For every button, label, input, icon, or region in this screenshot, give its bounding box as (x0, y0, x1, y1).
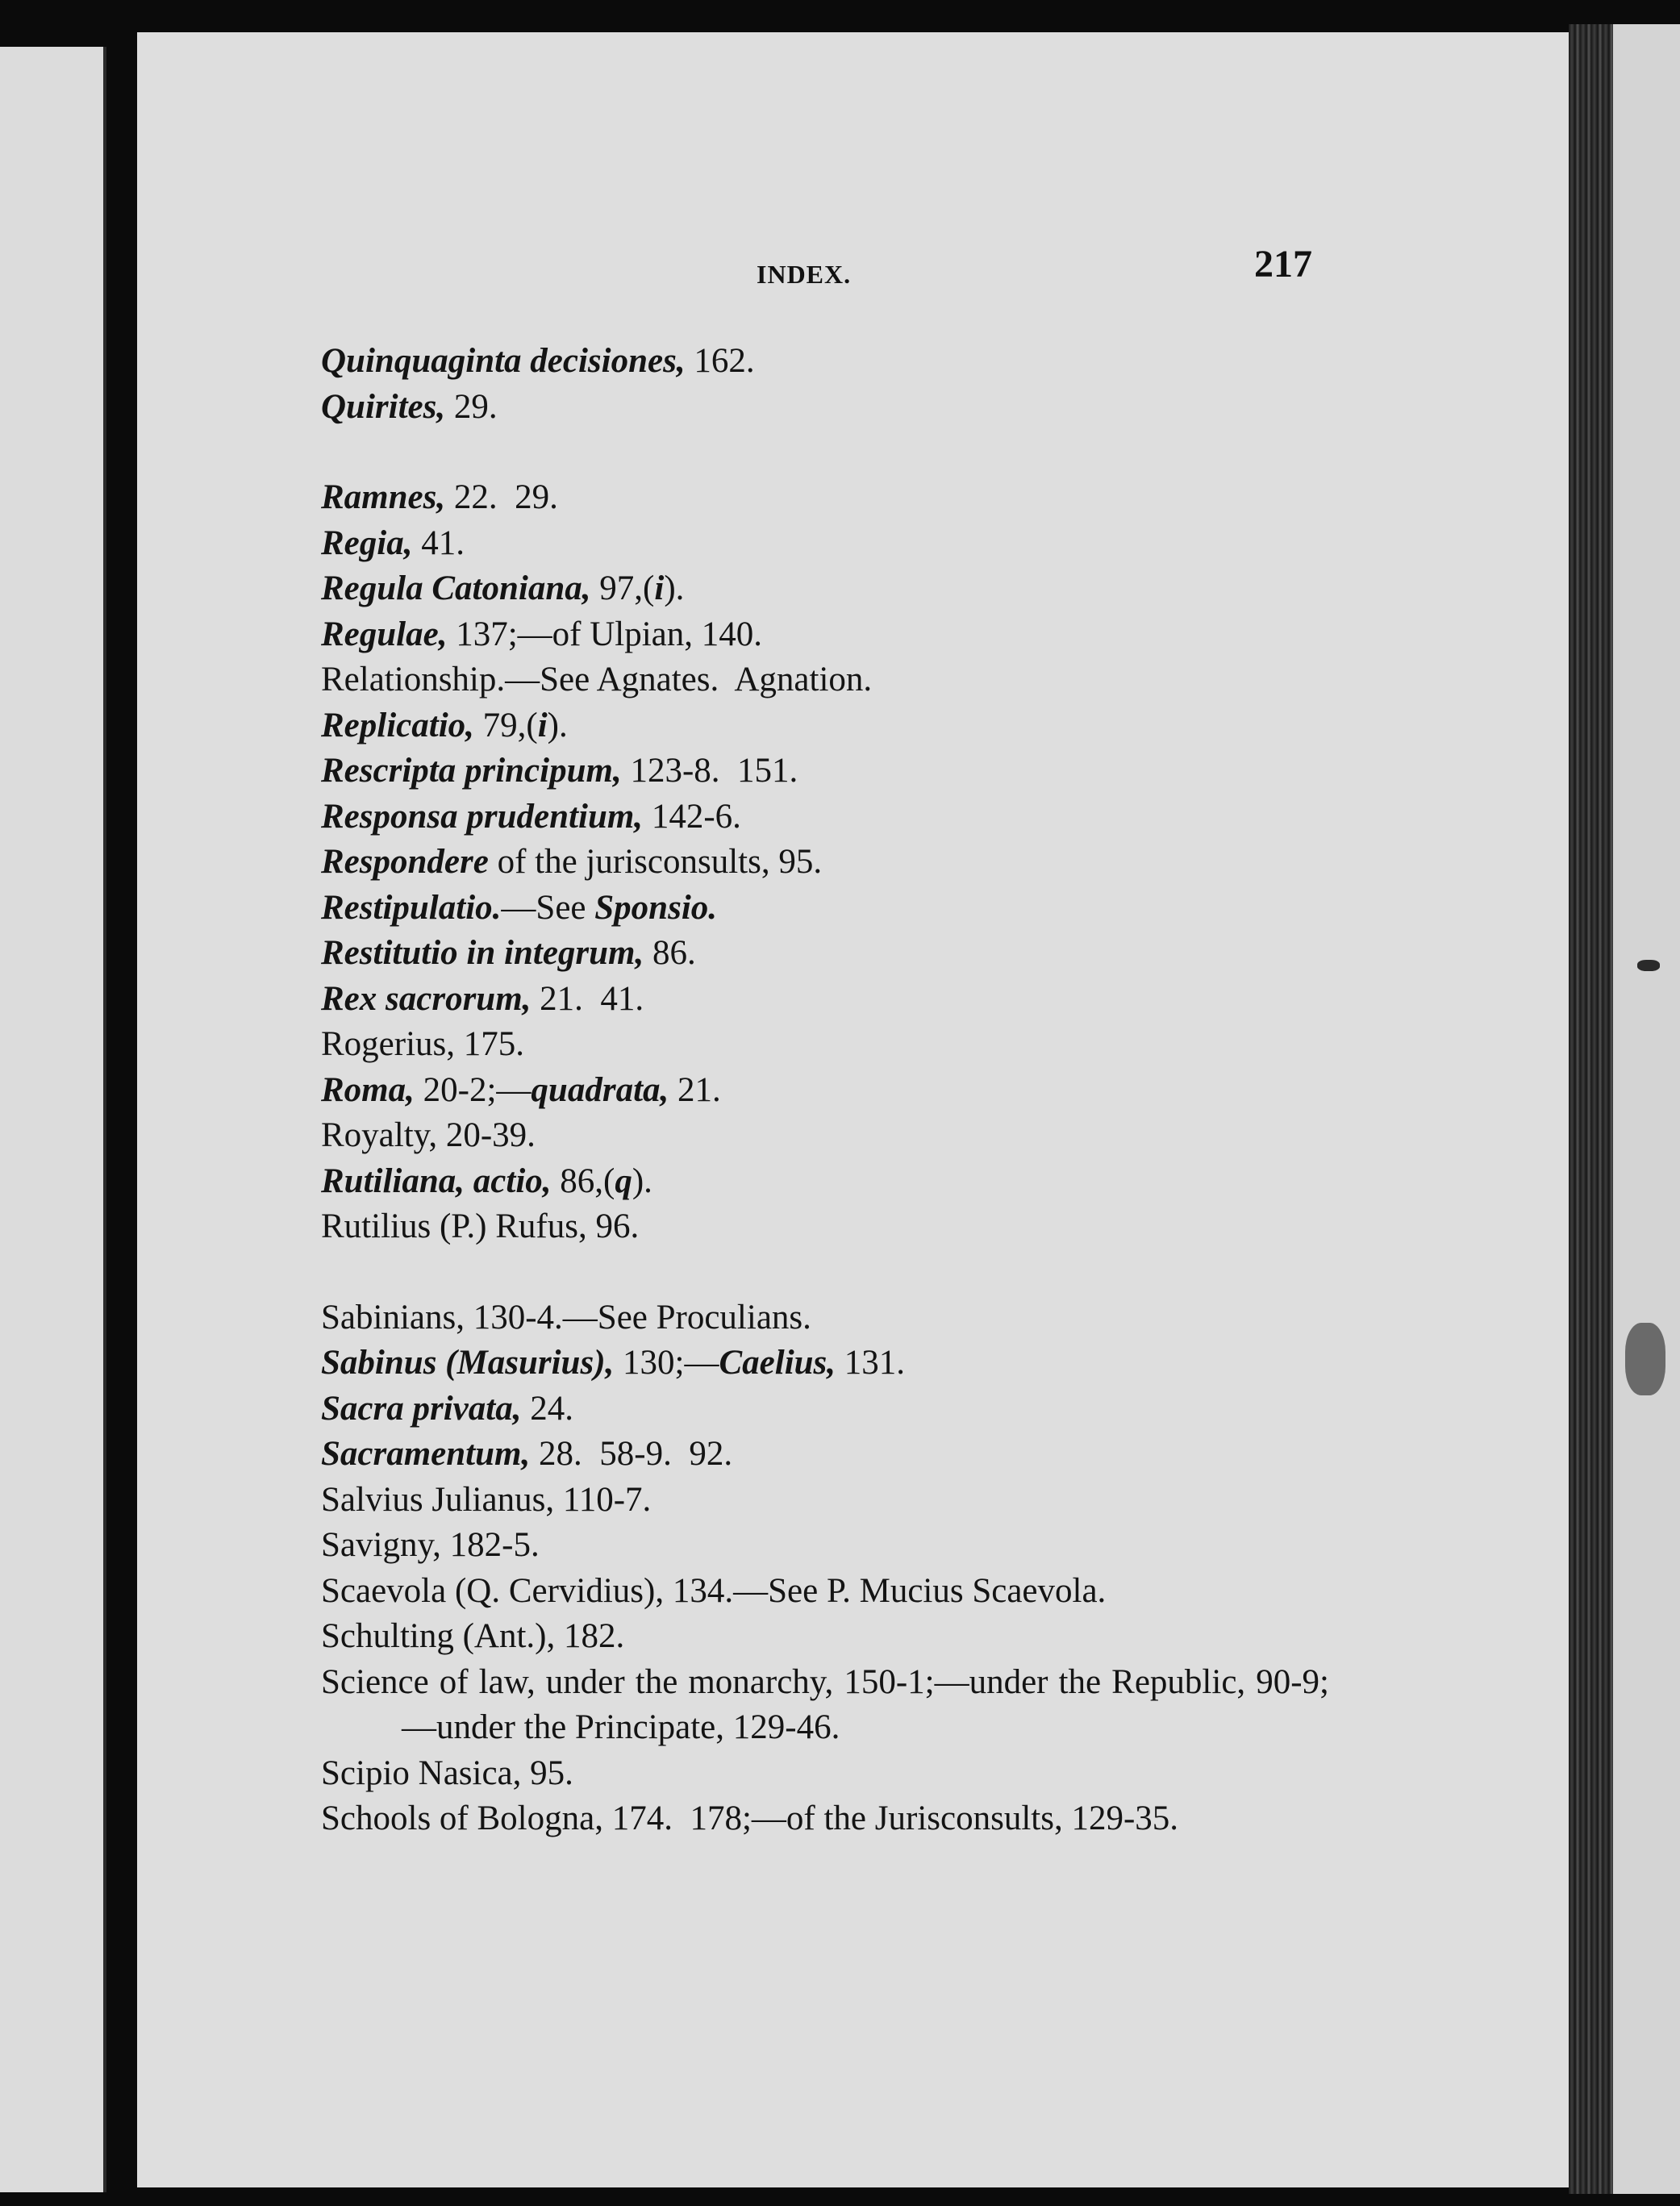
index-term-italic: Regula Catoniana, (321, 569, 591, 607)
index-text: 131. (836, 1344, 906, 1382)
index-entry (321, 1387, 1329, 1432)
index-entry (321, 977, 1329, 1023)
index-entry (321, 1796, 1329, 1842)
running-head: INDEX. (757, 260, 852, 289)
index-term-italic: Responsa prudentium, (321, 797, 644, 836)
scan-blemish (1637, 960, 1660, 971)
index-entry (321, 1660, 1329, 1751)
index-entry (321, 339, 1329, 385)
index-term-italic: quadrata, (531, 1070, 669, 1109)
page-number: 217 (1254, 243, 1312, 286)
index-term-italic: Sabinus (Masurius), (321, 1344, 615, 1382)
index-text: 20-2;— (414, 1070, 532, 1109)
index-entry (321, 1751, 1329, 1797)
index-term-italic: Restitutio in integrum, (321, 934, 644, 972)
index-text: Relationship.—See Agnates. Agnation. (321, 661, 873, 698)
index-text: Royalty, 20-39. (321, 1116, 536, 1154)
index-text: 97,( (590, 569, 655, 607)
index-text: 28. 58-9. 92. (530, 1435, 733, 1473)
index-text: Schulting (Ant.), 182. (321, 1617, 625, 1655)
index-text: 22. 29. (445, 478, 558, 516)
index-text: Rutilius (P.) Rufus, 96. (321, 1207, 640, 1245)
index-entry (321, 840, 1329, 886)
index-term-italic: Rex sacrorum, (321, 979, 532, 1018)
index-entry (321, 1341, 1329, 1387)
index-text: Sabinians, 130-4.—See Proculians. (321, 1298, 811, 1337)
index-entry (321, 1523, 1329, 1569)
index-term-italic: Roma, (321, 1070, 415, 1109)
index-text: Scaevola (Q. Cervidius), 134.—See P. Mucius Scaevola. (321, 1571, 1107, 1610)
index-text: Scipio Nasica, 95. (321, 1754, 573, 1792)
index-entry (321, 1478, 1329, 1524)
previous-page-edge (0, 47, 106, 2192)
index-text: 79,( (473, 706, 538, 744)
index-term-italic: Rescripta principum, (321, 752, 622, 790)
scan-blemish (1625, 1323, 1665, 1395)
index-text: 21. 41. (531, 979, 644, 1018)
index-entry (321, 612, 1329, 658)
index-term-italic: Sacramentum, (321, 1435, 531, 1473)
index-entry (321, 1432, 1329, 1478)
index-entry (321, 566, 1329, 612)
index-text: 29. (445, 387, 498, 426)
index-text: 41. (412, 523, 465, 562)
index-text: ). (547, 706, 568, 744)
index-entry (321, 1022, 1329, 1068)
index-text: 21. (669, 1070, 721, 1109)
index-text: Rogerius, 175. (321, 1025, 525, 1063)
index-term-italic: Sponsio. (594, 888, 718, 927)
index-term-italic: q (615, 1161, 632, 1200)
index-term-italic: Replicatio, (321, 706, 474, 744)
index-entry (321, 1614, 1329, 1660)
index-entry (321, 1068, 1329, 1114)
index-entry (321, 1204, 1329, 1250)
next-page-edge (1613, 24, 1680, 2194)
index-text: —See (501, 888, 595, 927)
index-text: of the jurisconsults, 95. (488, 843, 823, 881)
index-term-italic: i (654, 569, 665, 607)
index-entry (321, 794, 1329, 840)
index-text: ). (664, 569, 685, 607)
index-entry (321, 521, 1329, 567)
index-entry (321, 657, 1329, 703)
index-term-italic: Ramnes, (321, 478, 446, 516)
index-term-italic: Rutiliana, actio, (321, 1161, 552, 1200)
index-text: 86. (644, 934, 696, 972)
index-text: Savigny, 182-5. (321, 1526, 540, 1564)
index-term-italic: Regulae, (321, 615, 448, 653)
index-term-italic: Regia, (321, 523, 413, 562)
index-text: Schools of Bologna, 174. 178;—of the Jurisconsults, 129-35. (321, 1799, 1179, 1837)
index-text: 123-8. 151. (621, 752, 798, 790)
index-term-italic: Restipulatio. (321, 888, 502, 927)
index-entry (321, 1295, 1329, 1341)
index-entry (321, 385, 1329, 431)
index-text: 130;— (614, 1344, 719, 1382)
index-term-italic: Quinquaginta decisiones, (321, 342, 686, 380)
index-entry (321, 886, 1329, 932)
index-entry (321, 931, 1329, 977)
index-entry (321, 1113, 1329, 1159)
index-term-italic: Caelius, (719, 1344, 836, 1382)
index-entry (321, 1159, 1329, 1205)
index-text: 137;—of Ulpian, 140. (447, 615, 763, 653)
index-entry (321, 703, 1329, 749)
index-term-italic: Sacra privata, (321, 1389, 522, 1428)
index-text: Science of law, under the monarchy, 150-1;—under the Republic, 90-9;—under the Principate, 129-46. (321, 1662, 1329, 1746)
index-text: 86,( (551, 1161, 615, 1200)
index-text: 162. (685, 342, 755, 380)
binding-gutter (1569, 24, 1613, 2194)
index-term-italic: Respondere (321, 843, 489, 881)
index-entry (321, 749, 1329, 794)
index-text: 24. (521, 1389, 573, 1428)
index-text: 142-6. (643, 797, 741, 836)
index-text: Salvius Julianus, 110-7. (321, 1480, 652, 1519)
index-entries (321, 339, 1329, 1842)
index-entry (321, 1569, 1329, 1615)
index-term-italic: i (537, 706, 548, 744)
index-term-italic: Quirites, (321, 387, 446, 426)
index-text: ). (632, 1161, 652, 1200)
index-entry (321, 475, 1329, 521)
